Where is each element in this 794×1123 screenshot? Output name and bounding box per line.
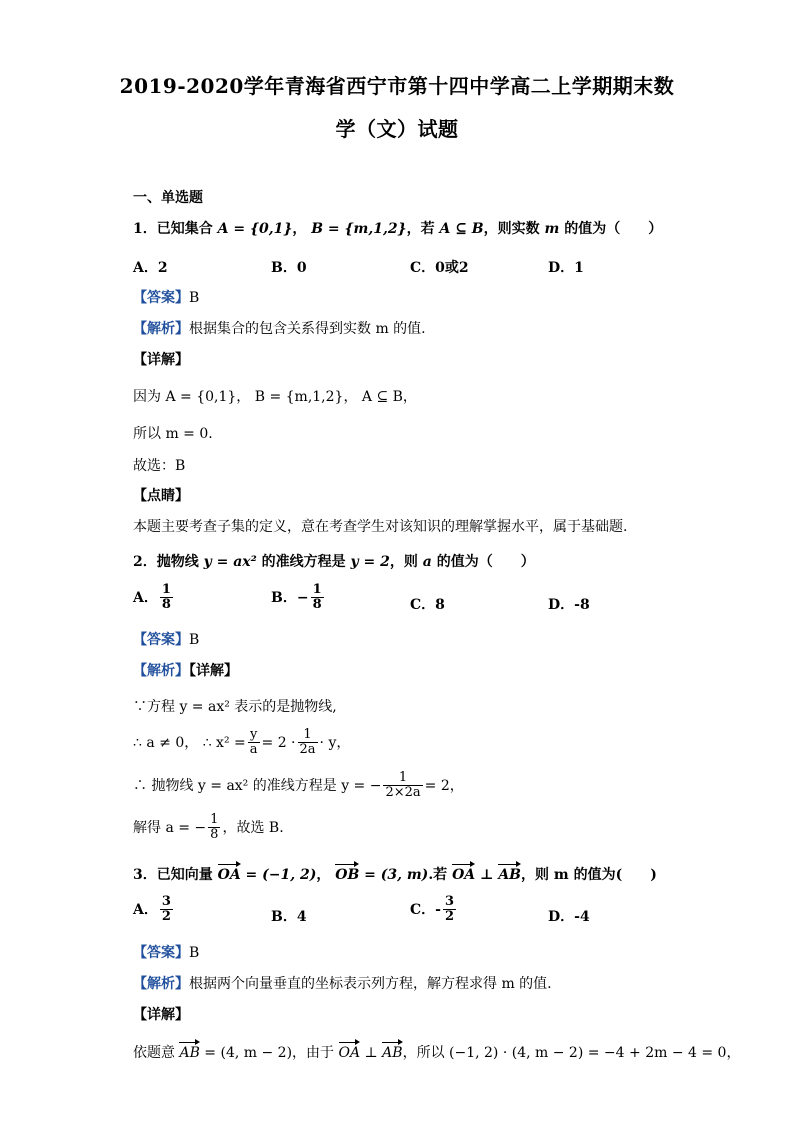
section-heading: 一、单选题 <box>133 190 203 206</box>
q3-stem: 3．已知向量 OA = (−1, 2)， OB = (3, m).若 OA ⊥ AB，则 m 的值为( ) <box>133 867 657 883</box>
q2-answer: 【答案】B <box>133 632 200 648</box>
q1-comment-heading: 【点睛】 <box>133 488 189 504</box>
q3-answer: 【答案】B <box>133 945 200 961</box>
q3-option-d: D．-4 <box>548 909 590 925</box>
q2-detail-line3: ∴ 抛物线 y = ax² 的准线方程是 y = − $\frac{1}{2\times 2a}$ = 2， <box>133 770 464 801</box>
q1-analysis: 【解析】根据集合的包含关系得到实数 m 的值. <box>133 321 426 337</box>
q2-analysis: 【解析】【详解】 <box>133 663 238 679</box>
doc-title-line1: 2019-2020学年青海省西宁市第十四中学高二上学期期末数 <box>119 74 675 98</box>
q1-option-d: D．1 <box>548 260 584 276</box>
q1-stem: 1．已知集合 A = {0,1}， B = {m,1,2}，若 A ⊆ B，则实数 m 的值为（ ） <box>133 221 663 237</box>
q2-option-b: B．− $\frac{1}{8}$ <box>271 582 322 613</box>
q3-analysis: 【解析】根据两个向量垂直的坐标表示列方程，解方程求得 m 的值. <box>133 976 552 992</box>
q3-option-b: B．4 <box>271 909 307 925</box>
q1-option-a: A．2 <box>133 260 168 276</box>
q2-option-c: C．8 <box>410 597 445 613</box>
q2-detail-line2: ∴ a ≠ 0， ∴ x² = $\frac{y}{a}$ = 2 · $\frac{1}{2a}$ · y， <box>133 727 351 758</box>
q1-detail-line1: 因为 A = {0,1}， B = {m,1,2}， A ⊆ B， <box>133 389 417 405</box>
q1-comment: 本题主要考查子集的定义，意在考查学生对该知识的理解掌握水平，属于基础题. <box>133 519 628 535</box>
q1-option-c: C．0或2 <box>410 260 469 276</box>
q2-detail-line4: 解得 a = − $\frac{1}{8}$ ，故选 B. <box>133 812 284 843</box>
q3-detail-line1: 依题意 AB = (4, m − 2)，由于 OA ⊥ AB，所以 (−1, 2) · (4, m − 2) = −4 + 2m − 4 = 0， <box>133 1045 741 1061</box>
q2-option-a: A． $\frac{1}{8}$ <box>133 582 171 613</box>
q1-detail-line2: 所以 m = 0. <box>133 426 213 442</box>
q3-detail-heading: 【详解】 <box>133 1007 189 1023</box>
q3-option-a: A． $\frac{3}{2}$ <box>133 894 171 925</box>
q2-detail-line1: ∵方程 y = ax² 表示的是抛物线, <box>133 699 337 715</box>
q1-detail-line3: 故选：B <box>133 458 186 474</box>
doc-title-line2: 学（文）试题 <box>335 117 459 141</box>
q1-answer: 【答案】B <box>133 290 200 306</box>
q3-option-c: C．- $\frac{3}{2}$ <box>410 894 454 925</box>
q2-option-d: D．-8 <box>548 597 590 613</box>
q2-stem: 2．抛物线 y = ax² 的准线方程是 y = 2，则 a 的值为（ ） <box>133 554 535 570</box>
q1-option-b: B．0 <box>271 260 307 276</box>
q1-detail-heading: 【详解】 <box>133 352 189 368</box>
